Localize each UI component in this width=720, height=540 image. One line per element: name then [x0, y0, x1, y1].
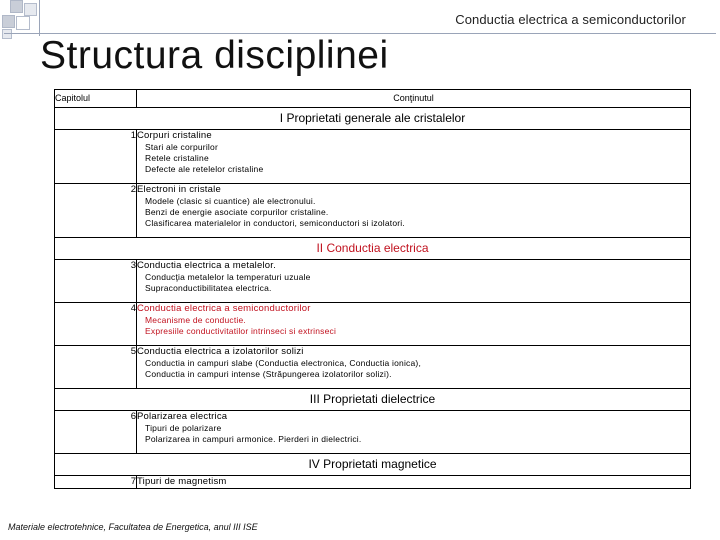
syllabus-table	[54, 89, 691, 489]
chapter-title: Conductia electrica a metalelor.	[137, 260, 276, 271]
chapter-column-header: Capitolul	[55, 90, 137, 108]
chapter-content	[137, 184, 691, 238]
chapter-title: Electroni in cristale	[137, 184, 221, 195]
chapter-subtopic: Retele cristaline	[145, 153, 209, 163]
chapter-row	[55, 346, 691, 389]
chapter-subtopic: Modele (clasic si cuantice) ale electronului.	[145, 196, 316, 206]
chapter-content	[137, 346, 691, 389]
chapter-row	[55, 260, 691, 303]
section-title: III Proprietati dielectrice	[55, 389, 691, 411]
deco-square	[10, 0, 23, 13]
content-column-header: Conţinutul	[137, 90, 691, 108]
chapter-title: Polarizarea electrica	[137, 411, 228, 422]
chapter-row	[55, 303, 691, 346]
chapter-title: Conductia electrica a semiconductorilor	[137, 303, 311, 314]
chapter-content	[137, 260, 691, 303]
deco-square	[24, 3, 37, 16]
footer-text: Materiale electrotehnice, Facultatea de Energetica, anul III ISE	[8, 522, 258, 532]
header-subtitle: Conductia electrica a semiconductorilor	[455, 12, 686, 27]
chapter-title: Conductia electrica a izolatorilor solizi	[137, 346, 304, 357]
chapter-number: 1	[55, 130, 137, 184]
chapter-subtopic: Tipuri de polarizare	[145, 423, 222, 433]
chapter-subtopic: Clasificarea materialelor in conductori, semiconductori si izolatori.	[145, 218, 405, 228]
chapter-content	[137, 130, 691, 184]
chapter-subtopic: Conducţia metalelor la temperaturi uzuale	[145, 272, 311, 282]
chapter-subtopic: Polarizarea in campuri armonice. Pierderi in dielectrici.	[145, 434, 362, 444]
chapter-number: 6	[55, 411, 137, 454]
chapter-row	[55, 130, 691, 184]
chapter-row	[55, 476, 691, 489]
deco-square	[2, 29, 12, 39]
table-body	[55, 108, 691, 489]
chapter-title: Corpuri cristaline	[137, 130, 212, 141]
chapter-subtopic: Stari ale corpurilor	[145, 142, 218, 152]
chapter-subtopic: Benzi de energie asociate corpurilor cristaline.	[145, 207, 329, 217]
section-row	[55, 108, 691, 130]
chapter-content	[137, 411, 691, 454]
section-row	[55, 454, 691, 476]
chapter-subtopic: Conductia in campuri intense (Străpungerea izolatorilor solizi).	[145, 369, 392, 379]
chapter-title: Tipuri de magnetism	[137, 476, 227, 487]
chapter-subtopic: Expresiile conductivitatilor intrinseci si extrinseci	[145, 326, 337, 336]
chapter-subtopic: Defecte ale retelelor cristaline	[145, 164, 264, 174]
chapter-subtopic: Conductia in campuri slabe (Conductia electronica, Conductia ionica),	[145, 358, 422, 368]
chapter-content	[137, 303, 691, 346]
chapter-row	[55, 184, 691, 238]
section-row	[55, 238, 691, 260]
section-row	[55, 389, 691, 411]
chapter-number: 2	[55, 184, 137, 238]
deco-square	[2, 15, 15, 28]
chapter-number: 7	[55, 476, 137, 489]
table-header-row	[55, 90, 691, 108]
chapter-subtopic: Supraconductibilitatea electrica.	[145, 283, 272, 293]
section-title: II Conductia electrica	[55, 238, 691, 260]
deco-square	[16, 16, 30, 30]
chapter-row	[55, 411, 691, 454]
page-title: Structura disciplinei	[40, 34, 389, 77]
chapter-subtopic: Mecanisme de conductie.	[145, 315, 246, 325]
chapter-number: 3	[55, 260, 137, 303]
chapter-content	[137, 476, 691, 489]
chapter-number: 5	[55, 346, 137, 389]
chapter-number: 4	[55, 303, 137, 346]
section-title: I Proprietati generale ale cristalelor	[55, 108, 691, 130]
section-title: IV Proprietati magnetice	[55, 454, 691, 476]
deco-vertical-line	[39, 0, 40, 36]
